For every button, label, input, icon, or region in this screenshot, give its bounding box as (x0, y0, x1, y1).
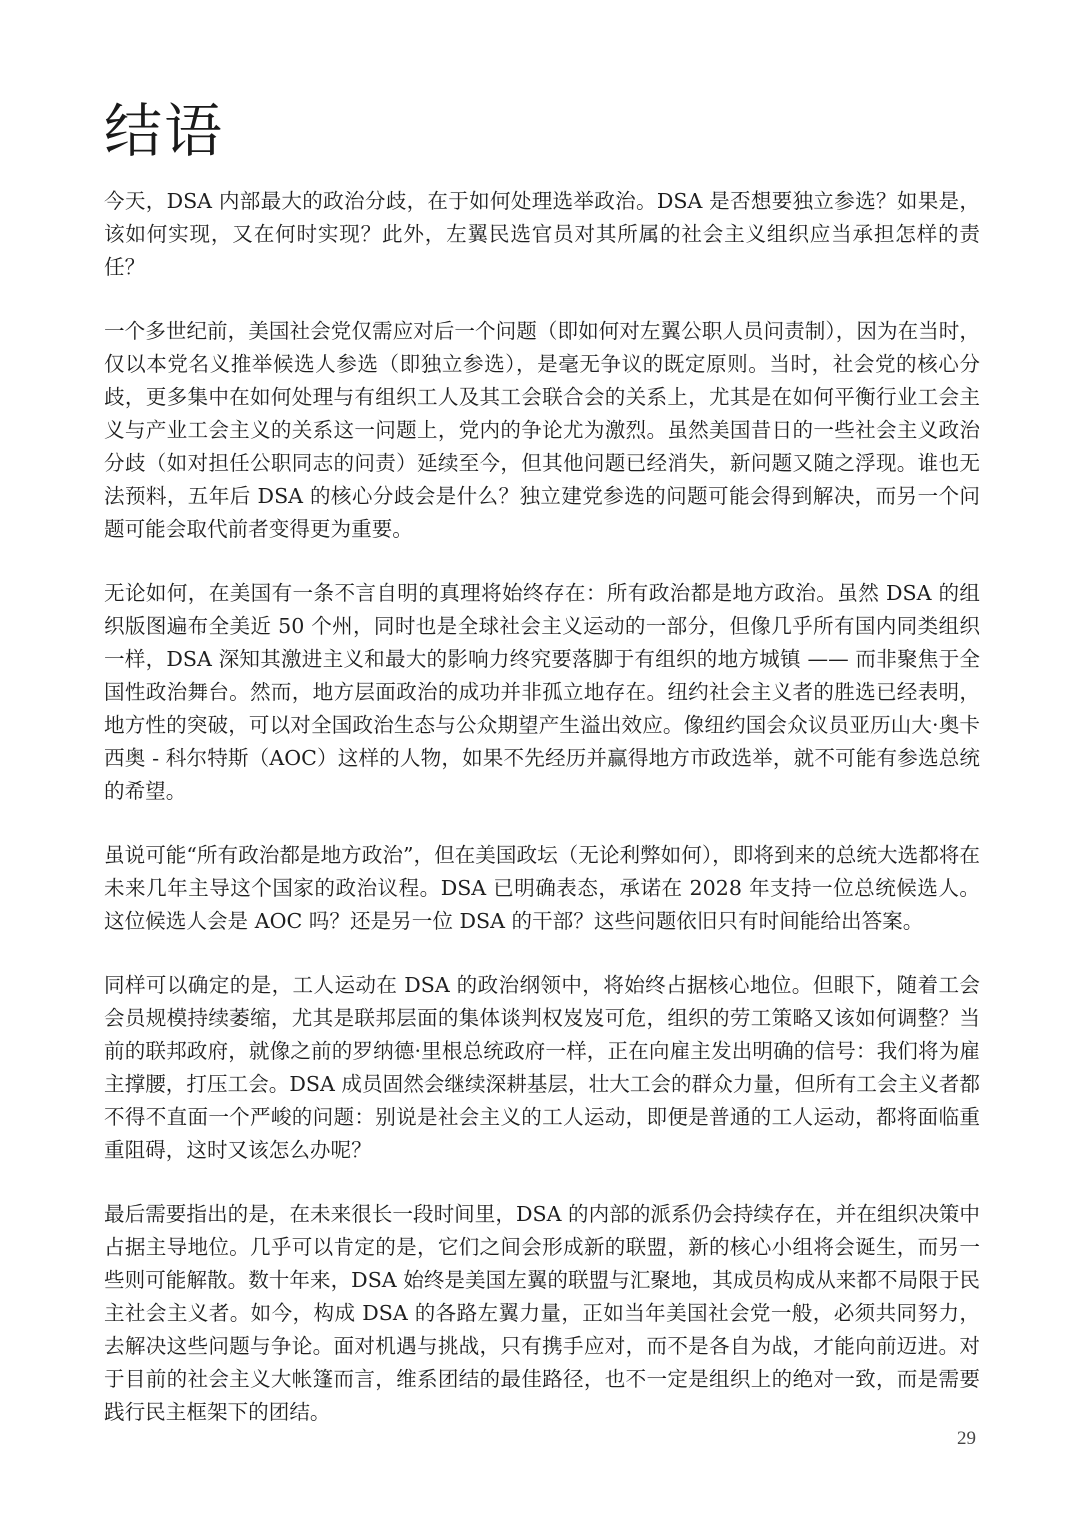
paragraph: 今天，DSA 内部最大的政治分歧，在于如何处理选举政治。DSA 是否想要独立参选？如果是，该如何实现，又在何时实现？此外，左翼民选官员对其所属的社会主义组织应当承担怎样的责任？ (104, 189, 980, 279)
paragraph: 虽说可能“所有政治都是地方政治”，但在美国政坛（无论利弊如何），即将到来的总统大选都将在未来几年主导这个国家的政治议程。DSA 已明确表态，承诺在 2028 年支持一位总统候选人。这位候选人会是 AOC 吗？还是另一位 DSA 的干部？这些问题依旧只有时间能给出答案。 (104, 843, 980, 933)
page-title: 结语 (104, 97, 225, 165)
page-number: 29 (957, 1428, 976, 1449)
paragraph: 无论如何，在美国有一条不言自明的真理将始终存在：所有政治都是地方政治。虽然 DSA 的组织版图遍布全美近 50 个州，同时也是全球社会主义运动的一部分，但像几乎所有国内同类组织一样，DSA 深知其激进主义和最大的影响力终究要落脚于有组织的地方城镇 —— 而非聚焦于全国性政治舞台。然而，地方层面政治的成功并非孤立地存在。纽约社会主义者的胜选已经表明，地方性的突破，可以对全国政治生态与公众期望产生溢出效应。像纽约国会众议员亚历山大·奥卡西奥 - 科尔特斯（AOC）这样的人物，如果不先经历并赢得地方市政选举，就不可能有参选总统的希望。 (104, 581, 980, 803)
paragraph: 最后需要指出的是，在未来很长一段时间里，DSA 的内部的派系仍会持续存在，并在组织决策中占据主导地位。几乎可以肯定的是，它们之间会形成新的联盟，新的核心小组将会诞生，而另一些则可能解散。数十年来，DSA 始终是美国左翼的联盟与汇聚地，其成员构成从来都不局限于民主社会主义者。如今，构成 DSA 的各路左翼力量，正如当年美国社会党一般，必须共同努力，去解决这些问题与争论。面对机遇与挑战，只有携手应对，而不是各自为战，才能向前迈进。对于目前的社会主义大帐篷而言，维系团结的最佳路径，也不一定是组织上的绝对一致，而是需要践行民主框架下的团结。 (104, 1202, 980, 1424)
paragraph: 同样可以确定的是，工人运动在 DSA 的政治纲领中，将始终占据核心地位。但眼下，随着工会会员规模持续萎缩，尤其是联邦层面的集体谈判权岌岌可危，组织的劳工策略又该如何调整？当前的联邦政府，就像之前的罗纳德·里根总统政府一样，正在向雇主发出明确的信号：我们将为雇主撑腰，打压工会。DSA 成员固然会继续深耕基层，壮大工会的群众力量，但所有工会主义者都不得不直面一个严峻的问题：别说是社会主义的工人运动，即便是普通的工人运动，都将面临重重阻碍，这时又该怎么办呢？ (104, 973, 980, 1162)
body-text (104, 185, 980, 1460)
paragraph: 一个多世纪前，美国社会党仅需应对后一个问题（即如何对左翼公职人员问责制），因为在当时，仅以本党名义推举候选人参选（即独立参选），是毫无争议的既定原则。当时，社会党的核心分歧，更多集中在如何处理与有组织工人及其工会联合会的关系上，尤其是在如何平衡行业工会主义与产业工会主义的关系这一问题上，党内的争论尤为激烈。虽然美国昔日的一些社会主义政治分歧（如对担任公职同志的问责）延续至今，但其他问题已经消失，新问题又随之浮现。谁也无法预料，五年后 DSA 的核心分歧会是什么？独立建党参选的问题可能会得到解决，而另一个问题可能会取代前者变得更为重要。 (104, 319, 980, 541)
